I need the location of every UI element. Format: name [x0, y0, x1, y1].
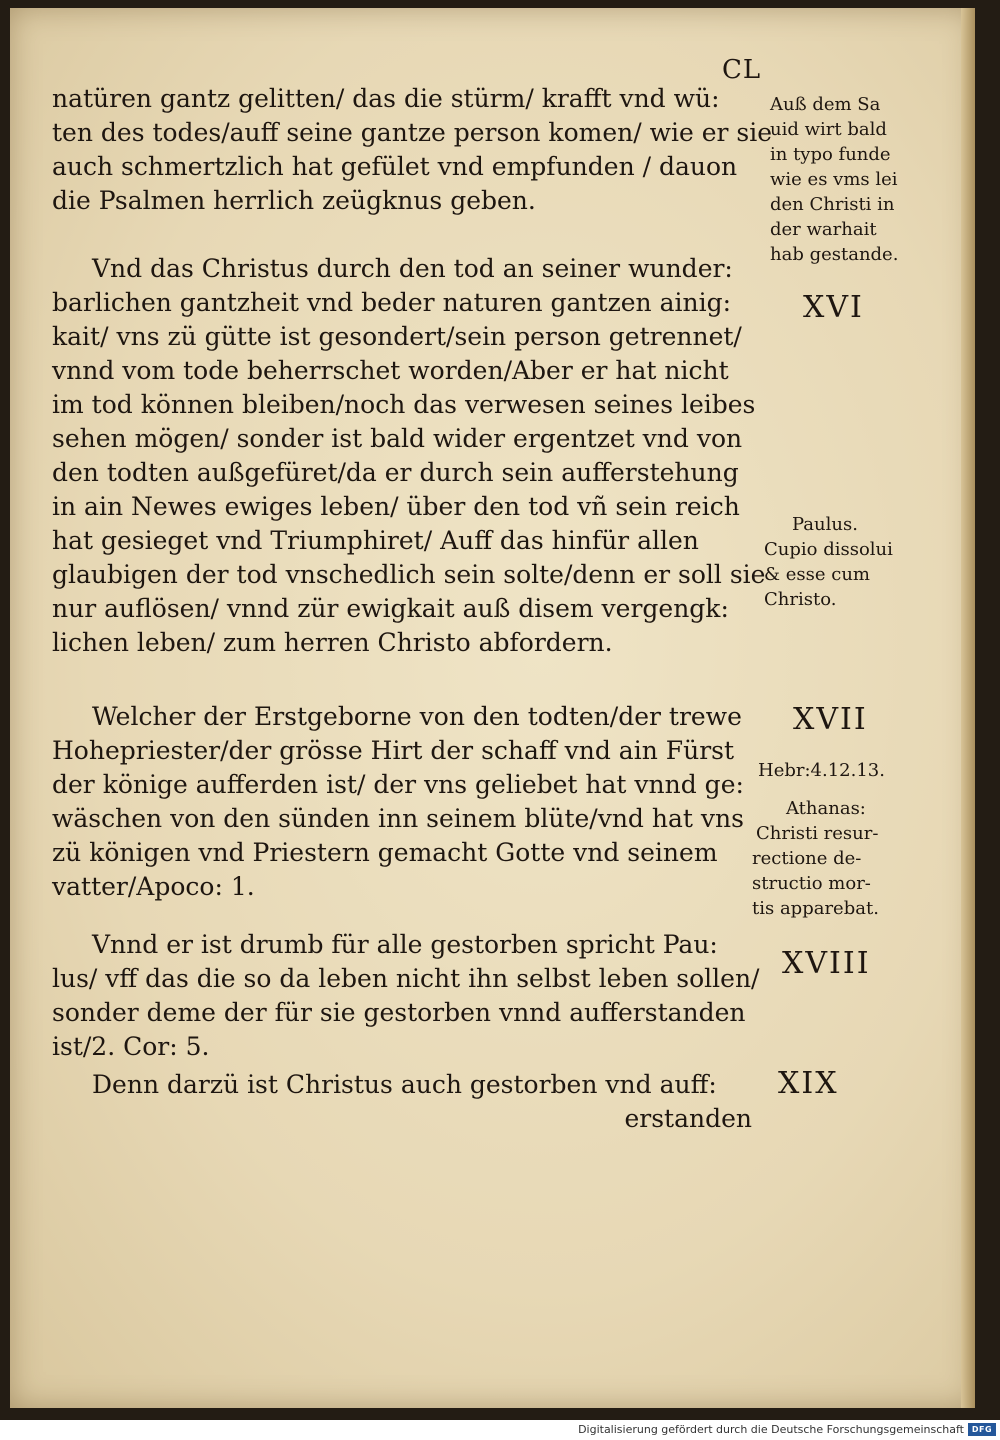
text-line: vatter/Apoco: 1.: [52, 872, 255, 901]
text-line: vnnd vom tode beherrschet worden/Aber er hat nicht: [52, 356, 729, 385]
text-line: sehen mögen/ sonder ist bald wider ergentzet vnd von: [52, 424, 743, 453]
text-line: Welcher der Erstgeborne von den todten/der trewe: [92, 702, 742, 731]
gloss-line: uid wirt bald: [770, 119, 887, 140]
text-line: der könige aufferden ist/ der vns geliebet hat vnnd ge:: [52, 770, 744, 799]
gloss-line: & esse cum: [764, 564, 870, 585]
marginal-gloss-3: [758, 758, 885, 783]
gloss-line: Paulus.: [792, 514, 858, 535]
gloss-line: rectione de-: [752, 848, 862, 869]
gloss-line: tis apparebat.: [752, 898, 879, 919]
gloss-line: Athanas:: [786, 798, 866, 819]
page-edge: [961, 8, 975, 1408]
gloss-line: den Christi in: [770, 194, 895, 215]
paragraph-3: [52, 700, 762, 904]
gloss-line: Cupio dissolui: [764, 539, 893, 560]
section-numeral-16: XVI: [803, 290, 864, 325]
gloss-line: Christi resur-: [756, 823, 879, 844]
text-line: zü königen vnd Priestern gemacht Gotte vnd seinem: [52, 838, 718, 867]
text-line: natüren gantz gelitten/ das die stürm/ krafft vnd wü:: [52, 84, 720, 113]
gloss-line: hab gestande.: [770, 244, 899, 265]
gloss-line: Auß dem Sa: [770, 94, 881, 115]
section-numeral-17: XVII: [793, 702, 868, 737]
gloss-line: structio mor-: [752, 873, 871, 894]
funding-credit: Digitalisierung gefördert durch die Deutsche Forschungsgemeinschaft: [578, 1423, 964, 1436]
text-line: ten des todes/auff seine gantze person komen/ wie er sie: [52, 118, 773, 147]
text-line: wäschen von den sünden inn seinem blüte/vnd hat vns: [52, 804, 744, 833]
paragraph-5: [52, 1068, 762, 1136]
text-line: kait/ vns zü gütte ist gesondert/sein person getrennet/: [52, 322, 742, 351]
footer-bar: [0, 1420, 1000, 1440]
catchword: erstanden: [624, 1104, 752, 1133]
text-line: lus/ vff das die so da leben nicht ihn selbst leben sollen/: [52, 964, 760, 993]
dfg-logo: DFG: [968, 1423, 996, 1436]
text-line: den todten außgefüret/da er durch sein aufferstehung: [52, 458, 739, 487]
text-line: auch schmertzlich hat gefület vnd empfunden / dauon: [52, 152, 738, 181]
marginal-gloss-4: [752, 796, 879, 921]
paragraph-2: [52, 252, 766, 660]
text-line: ist/2. Cor: 5.: [52, 1032, 210, 1061]
text-line: Vnnd er ist drumb für alle gestorben spricht Pau:: [92, 930, 718, 959]
gloss-line: in typo funde: [770, 144, 891, 165]
text-line: Hohepriester/der grösse Hirt der schaff vnd ain Fürst: [52, 736, 735, 765]
section-numeral-18: XVIII: [782, 946, 871, 981]
text-line: nur auflösen/ vnnd zür ewigkait auß disem vergengk:: [52, 594, 729, 623]
gloss-line: Hebr:4.12.13.: [758, 760, 885, 781]
marginal-gloss-2: [764, 512, 893, 612]
gloss-line: wie es vms lei: [770, 169, 898, 190]
text-line: die Psalmen herrlich zeügknus geben.: [52, 186, 536, 215]
text-line: sonder deme der für sie gestorben vnnd aufferstanden: [52, 998, 746, 1027]
section-numeral-19: XIX: [778, 1066, 839, 1101]
text-line: barlichen gantzheit vnd beder naturen gantzen ainig:: [52, 288, 732, 317]
gloss-line: Christo.: [764, 589, 837, 610]
folio-number: CL: [722, 55, 762, 85]
text-line: im tod können bleiben/noch das verwesen seines leibes: [52, 390, 756, 419]
text-line: Vnd das Christus durch den tod an seiner wunder:: [92, 254, 733, 283]
text-line: in ain Newes ewiges leben/ über den tod vñ sein reich: [52, 492, 740, 521]
marginal-gloss-1: [770, 92, 898, 267]
text-line: hat gesieget vnd Triumphiret/ Auff das hinfür allen: [52, 526, 699, 555]
text-line: Denn darzü ist Christus auch gestorben vnd auff:: [92, 1070, 717, 1099]
text-line: lichen leben/ zum herren Christo abfordern.: [52, 628, 613, 657]
text-line: glaubigen der tod vnschedlich sein solte/denn er soll sie: [52, 560, 766, 589]
paragraph-1: [52, 82, 773, 218]
gloss-line: der warhait: [770, 219, 877, 240]
paragraph-4: [52, 928, 762, 1064]
